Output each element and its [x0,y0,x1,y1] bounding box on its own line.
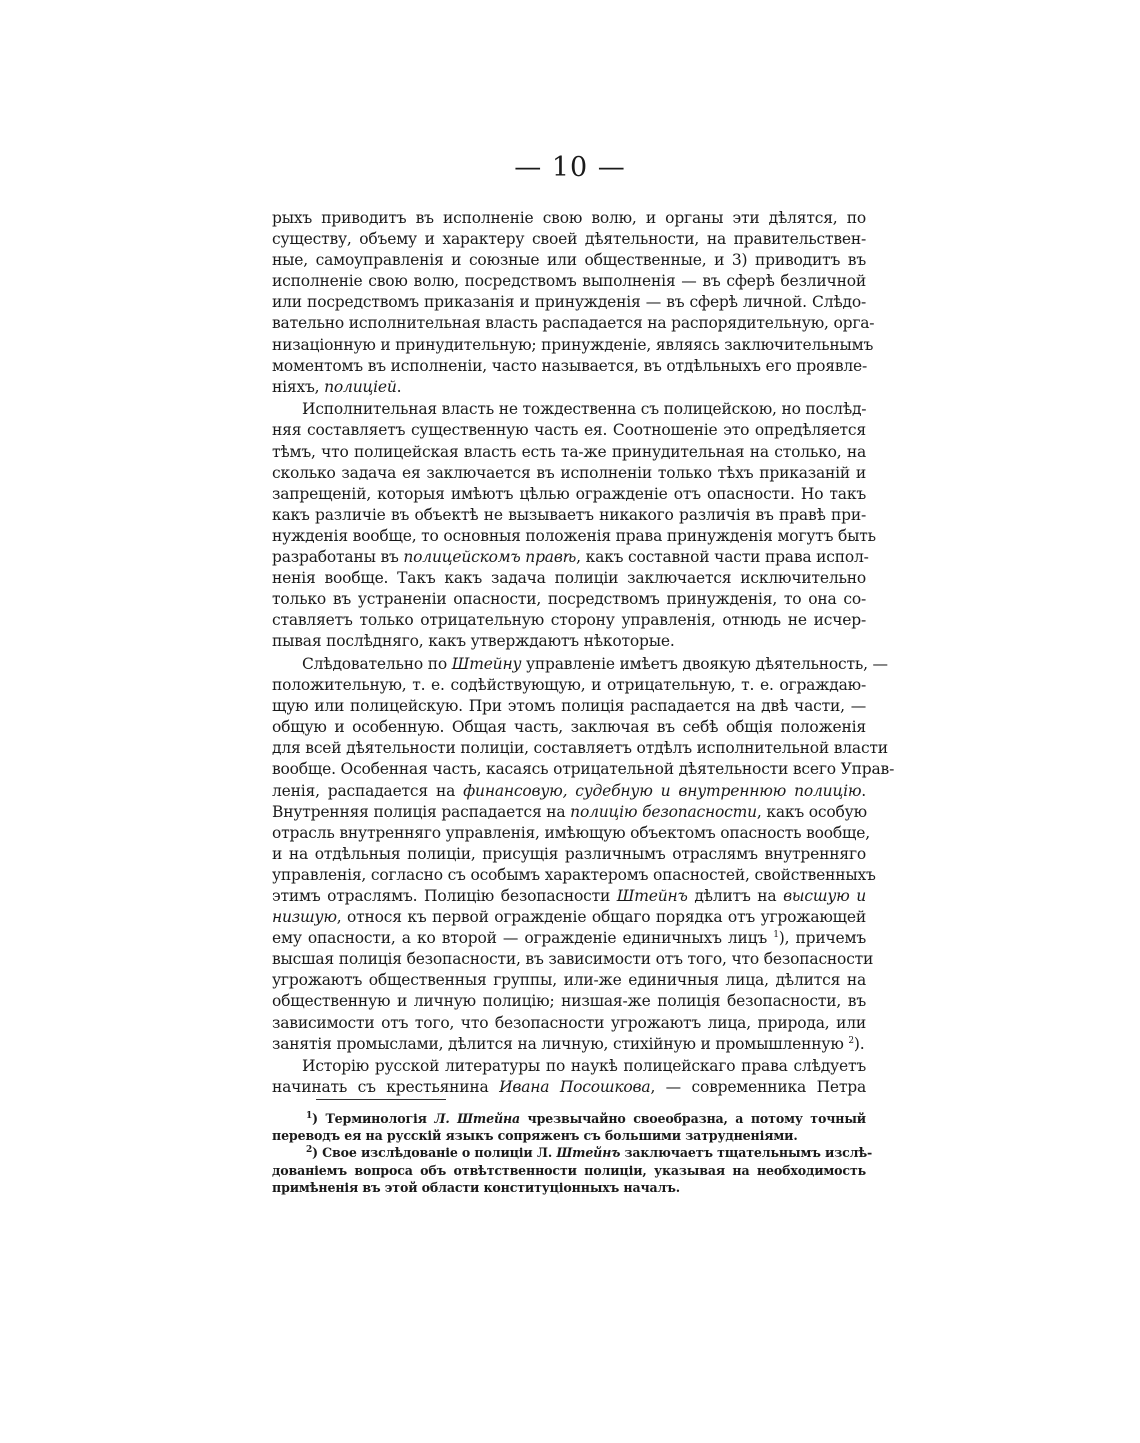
text-fragment: ему опасности, а ко второй — огражденіе единичныхъ лицъ [272,929,768,948]
page-number: — 10 — [514,152,626,183]
footnotes [272,1110,873,1196]
emphasis: низшую [272,908,337,927]
text-line: ные, самоуправленія и союзные или общественные, и 3) приводитъ въ [272,251,866,270]
text-line: существу, объему и характеру своей дѣятельности, на правительствен- [272,230,866,249]
footnote-text: ) Терминологія Л. Штейна чрезвычайно своеобразна, а потому точный [312,1111,866,1126]
text-line: этимъ отраслямъ. Полицію безопасности Штейнъ дѣлитъ на высшую и [272,887,866,905]
text-line: управленія, согласно съ особымъ характеромъ опасностей, свойственныхъ [272,865,876,884]
emphasis: финансовую, судебную и внутреннюю полицію [463,781,862,800]
footnote-line: дованіемъ вопроса объ отвѣтственности полиціи, указывая на необходимость [272,1162,866,1178]
text-line: ставляетъ только отрицательную сторону управленія, отнюдь не исчер- [272,611,866,630]
text-line-with-footnote-ref [272,928,866,949]
paragraph-start: Слѣдовательно по Штейну управленіе имѣетъ двоякую дѣятельность, — [302,654,888,673]
paragraph-start: Исторію русской литературы по наукѣ полицейскаго права слѣдуетъ [302,1057,866,1076]
paragraph-start: Исполнительная власть не тождественна съ полицейскою, но послѣд- [302,400,867,419]
text-line: щую или полицейскую. При этомъ полиція распадается на двѣ части, — [272,697,866,716]
emphasis: Штейнъ [616,887,688,905]
text-line: сколько задача ея заключается въ исполненіи только тѣхъ приказаній и [272,463,866,482]
text-line: только въ устраненіи опасности, посредствомъ принужденія, то она со- [272,590,866,609]
footnote-2 [272,1144,873,1161]
footnote-divider [316,1099,446,1100]
footnote-text: ) Свое изслѣдованіе о полиціи Л. Штейнъ заключаетъ тщательнымъ изслѣ- [312,1145,873,1161]
text-line: няя составляетъ существенную часть ея. Соотношеніе это опредѣляется [272,421,866,440]
text-line: общественную и личную полицію; низшая-же полиція безопасности, въ [272,992,866,1011]
text-line: разработаны въ полицейскомъ правѣ, какъ составной части права испол- [272,548,869,566]
emphasis: Л. Штейна [434,1111,521,1126]
footnote-marker: 2 [306,1145,313,1156]
text-line: низаціонную и принудительную; принужденіе, являясь заключительнымъ [272,335,874,354]
footnote-1 [272,1110,866,1127]
text-line: начинать съ крестьянина Ивана Посошкова, — современника Петра [272,1078,866,1097]
emphasis: Штейнъ [556,1145,621,1161]
text-line: высшая полиція безопасности, въ зависимости отъ того, что безопасности [272,950,874,969]
text-line: рыхъ приводитъ въ исполненіе свою волю, и органы эти дѣлятся, по [272,209,866,227]
text-line: ленія, распадается на финансовую, судебную и внутреннюю полицію. [272,781,867,800]
emphasis: Ивана Посошкова [499,1078,651,1097]
text-line: пывая послѣдняго, какъ утверждаютъ нѣкоторые. [272,632,675,651]
text-line: или посредствомъ приказанія и принужденія — въ сферѣ личной. Слѣдо- [272,293,866,312]
emphasis: Штейну [451,654,522,673]
footnote-line: переводъ ея на русскій языкъ сопряженъ съ большими затрудненіями. [272,1128,798,1144]
emphasis: полицейскомъ правѣ [403,548,577,566]
emphasis: полиціей [324,377,397,396]
text-fragment: занятія промыслами, дѣлится на личную, стихійную и промышленную [272,1034,844,1053]
text-line: отрасль внутренняго управленія, имѣющую объектомъ опасность вообще, [272,823,870,842]
text-line: нужденія вообще, то основныя положенія права принужденія могутъ быть [272,526,876,545]
text-line: общую и особенную. Общая часть, заключая въ себѣ общія положенія [272,718,866,737]
text-line: вательно исполнительная власть распадается на распорядительную, орга- [272,314,875,333]
text-line-with-footnote-ref [272,1034,866,1055]
footnote-line: примѣненія въ этой области конституціонныхъ началъ. [272,1179,681,1195]
text-line: для всей дѣятельности полиціи, составляетъ отдѣлъ исполнительной власти [272,739,888,758]
text-line: вообще. Особенная часть, касаясь отрицательной дѣятельности всего Управ- [272,760,895,779]
footnote-ref-1: 1 [773,930,779,941]
emphasis: полицію безопасности [570,802,757,821]
text-line: моментомъ въ исполненіи, часто называется, въ отдѣльныхъ его проявле- [272,356,867,375]
text-line: ніяхъ, полиціей. [272,377,402,396]
text-line: низшую, относя къ первой огражденіе общаго порядка отъ угрожающей [272,908,866,927]
text-line: ненія вообще. Такъ какъ задача полиціи заключается исключительно [272,569,866,588]
text-line: запрещеній, которыя имѣютъ цѣлью огражденіе отъ опасности. Но такъ [272,484,866,503]
text-line: положительную, т. е. содѣйствующую, и отрицательную, т. е. ограждаю- [272,676,866,695]
text-line: тѣмъ, что полицейская власть есть та-же принудительная на столько, на [272,442,866,461]
text-line: угрожаютъ общественныя группы, или-же единичныя лица, дѣлится на [272,971,866,990]
footnote-ref-2: 2 [848,1035,854,1046]
text-line: исполненіе свою волю, посредствомъ выполненія — въ сферѣ безличной [272,272,866,291]
emphasis: высшую и [783,887,866,905]
text-line: Внутренняя полиція распадается на полицію безопасности, какъ особую [272,802,867,821]
footnote-marker: 1 [306,1110,313,1121]
main-text [272,208,895,1098]
text-line: какъ различіе въ объектѣ не вызываетъ никакого различія въ правѣ при- [272,505,866,524]
text-fragment: ), причемъ [778,929,866,948]
text-line: зависимости отъ того, что безопасности угрожаютъ лица, природа, или [272,1013,866,1032]
text-fragment: ). [853,1034,865,1053]
text-line: и на отдѣльныя полиціи, присущія различнымъ отраслямъ внутренняго [272,844,866,863]
